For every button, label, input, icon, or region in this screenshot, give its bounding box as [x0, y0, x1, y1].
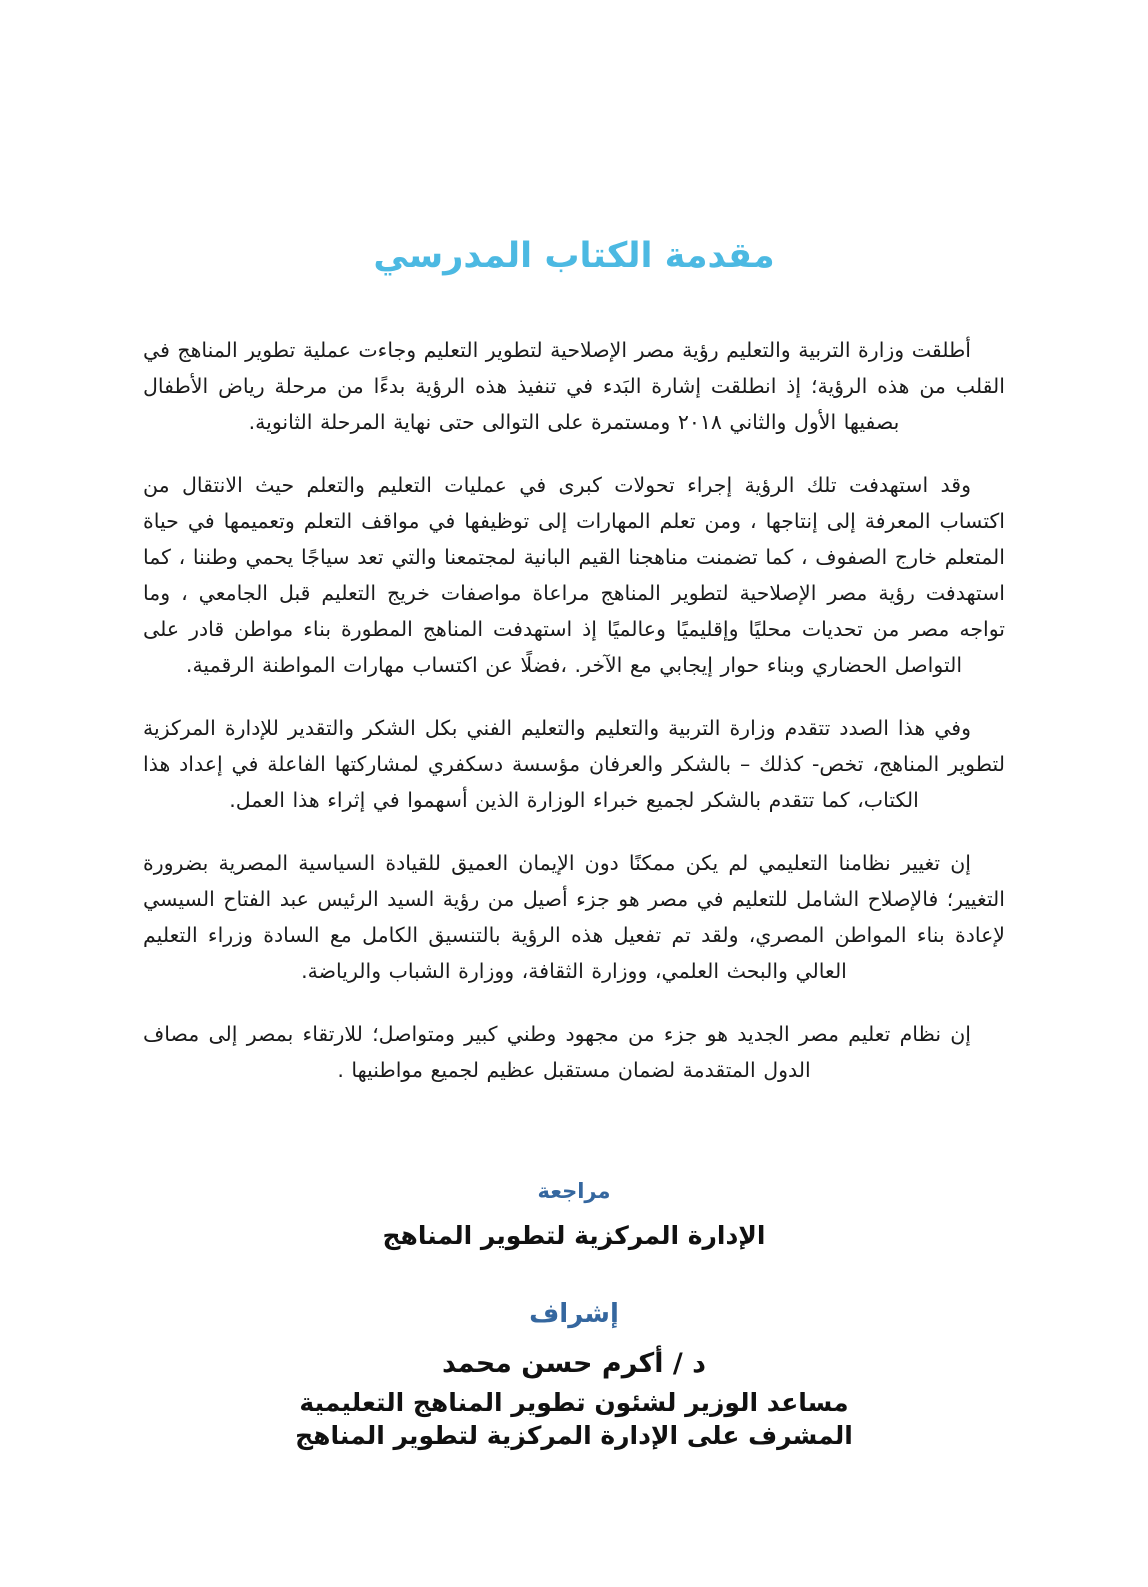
- supervisor-name: د / أكرم حسن محمد: [442, 1348, 706, 1380]
- supervision-label: إشراف: [529, 1299, 619, 1330]
- review-body-name: الإدارة المركزية لتطوير المناهج: [382, 1221, 766, 1251]
- paragraph-5: إن نظام تعليم مصر الجديد هو جزء من مجهود وطني كبير ومتواصل؛ للارتقاء بمصر إلى مصاف الدول المتقدمة لضمان مستقبل عظيم لجميع مواطنيها .: [143, 1022, 971, 1082]
- page-title: مقدمة الكتاب المدرسي: [373, 236, 775, 277]
- document-body: [143, 332, 1005, 1088]
- paragraph-2: وقد استهدفت تلك الرؤية إجراء تحولات كبرى في عمليات التعليم والتعلم حيث الانتقال من اكتساب المعرفة إلى إنتاجها ، ومن تعلم المهارات إلى توظيفها في مواقف التعلم وتعميمها في حياة المتعلم خارج الصفوف ، كما تضمنت مناهجنا القيم البانية لمجتمعنا والتي تعد سياجًا يحمي وطننا ، كما استهدفت رؤية مصر الإصلاحية لتطوير المناهج مراعاة مواصفات خريج التعليم قبل الجامعي ، وما تواجه مصر من تحديات محليًا وإقليميًا وعالميًا إذ استهدفت المناهج المطورة بناء مواطن قادر على التواصل الحضاري وبناء حوار إيجابي مع الآخر. ،فضلًا عن اكتساب مهارات المواطنة الرقمية.: [143, 473, 1005, 677]
- credits-section: [0, 1178, 1148, 1453]
- credits-spacer: [0, 1252, 1148, 1298]
- paragraph-1: أطلقت وزارة التربية والتعليم رؤية مصر الإصلاحية لتطوير التعليم وجاءت عملية تطوير المناهج في القلب من هذه الرؤية؛ إذ انطلقت إشارة البَدء في تنفيذ هذه الرؤية بدءًا من مرحلة رياض الأطفال بصفيها الأول والثاني ٢٠١٨ ومستمرة على التوالى حتى نهاية المرحلة الثانوية.: [142, 338, 1005, 434]
- paragraph-3: وفي هذا الصدد تتقدم وزارة التربية والتعليم والتعليم الفني بكل الشكر والتقدير للإدارة المركزية لتطوير المناهج، تخص- كذلك – بالشكر والعرفان مؤسسة دسكفري لمشاركتها الفاعلة في إعداد هذا الكتاب، كما تتقدم بالشكر لجميع خبراء الوزارة الذين أسهموا في إثراء هذا العمل.: [143, 716, 1005, 812]
- supervisor-title-line-2: المشرف على الإدارة المركزية لتطوير المناهج: [295, 1421, 853, 1451]
- supervisor-title-line-1: مساعد الوزير لشئون تطوير المناهج التعليمية: [299, 1387, 849, 1417]
- review-label: مراجعة: [537, 1179, 611, 1203]
- paragraph-4: إن تغيير نظامنا التعليمي لم يكن ممكنًا دون الإيمان العميق للقيادة السياسية المصرية بضرورة التغيير؛ فالإصلاح الشامل للتعليم في مصر هو جزء أصيل من رؤية السيد الرئيس عبد الفتاح السيسي لإعادة بناء المواطن المصري، ولقد تم تفعيل هذه الرؤية بالتنسيق الكامل مع السادة وزراء التعليم العالي والبحث العلمي، ووزارة الثقافة، ووزارة الشباب والرياضة.: [143, 851, 1005, 983]
